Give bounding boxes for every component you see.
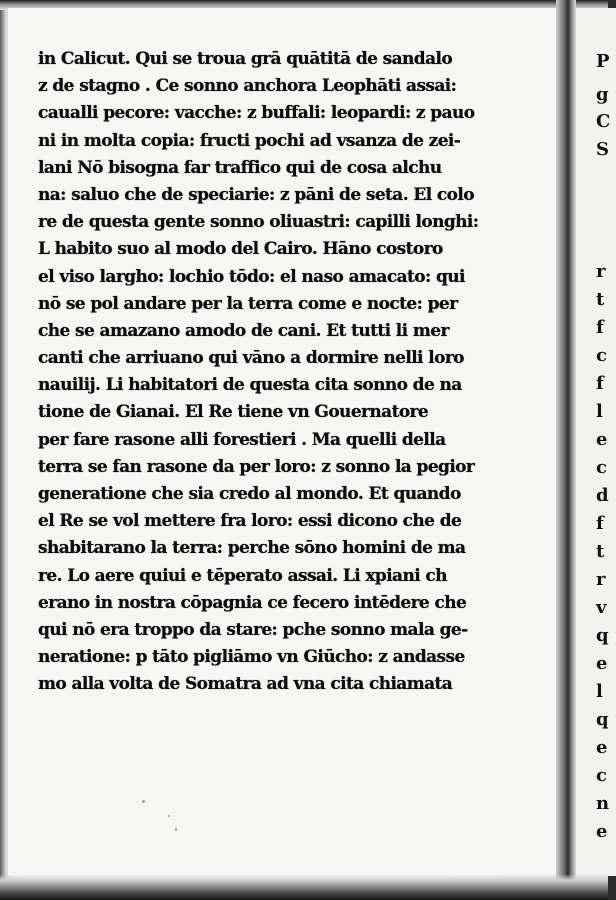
scan-bottom-edge (0, 874, 608, 900)
right-page-letter: S (596, 139, 609, 160)
text-line: canti che arriuano qui vāno a dormire nelli loro (38, 348, 464, 369)
text-line: shabitarano la terra: perche sōno homini de ma (38, 538, 466, 559)
right-page-text-fragments (596, 0, 616, 900)
right-page-letter: C (596, 111, 611, 132)
book-gutter (556, 0, 576, 900)
printed-text-block (38, 46, 538, 699)
right-page-letter: P (596, 51, 610, 72)
text-line: re de questa gente sonno oliuastri: capilli longhi: (38, 212, 479, 233)
right-page-letter: q (596, 625, 609, 646)
text-line: el Re se vol mettere fra loro: essi dicono che de (38, 511, 462, 532)
right-page-letter: t (596, 541, 605, 562)
right-page-letter: c (596, 457, 607, 478)
paper-speck (142, 800, 145, 803)
text-line: per fare rasone alli forestieri . Ma quelli della (38, 429, 446, 450)
text-line: in Calicut. Qui se troua grā quātitā de sandalo (38, 49, 453, 69)
text-line: nō se pol andare per la terra come e nocte: per (38, 293, 458, 314)
left-page (8, 8, 557, 876)
right-page-letter: n (596, 793, 610, 814)
text-line: generatione che sia credo al mondo. Et quando (38, 484, 461, 504)
text-line: el viso largho: lochio tōdo: el naso amacato: qui (38, 266, 465, 287)
right-page-letter: f (596, 513, 604, 534)
right-page-letter: e (596, 653, 608, 674)
right-page-letter: e (596, 821, 608, 842)
text-line: lani Nō bisogna far traffico qui de cosa alchu (38, 157, 442, 178)
text-line: re. Lo aere quiui e tēperato assai. Li xpiani ch (38, 565, 447, 586)
text-line: nauilij. Li habitatori de questa cita sonno de na (38, 375, 462, 396)
right-page-letter: f (596, 373, 604, 394)
paper-speck (175, 828, 177, 831)
right-page-letter: e (596, 737, 608, 758)
text-line: na: saluo che de speciarie: z pāni de seta. El colo (38, 184, 474, 205)
text-line: tione de Gianai. El Re tiene vn Gouernatore (38, 402, 429, 423)
right-page-letter: r (596, 569, 606, 590)
text-line: caualli pecore: vacche: z buffali: leopardi: z pauo (38, 103, 475, 124)
text-line: ni in molta copia: fructi pochi ad vsanza de zei- (38, 130, 461, 151)
text-line: erano in nostra cōpagnia ce fecero intēdere che (38, 592, 467, 613)
right-page-letter: l (596, 401, 603, 422)
right-page-letter: c (596, 765, 607, 786)
right-page-letter: t (596, 289, 605, 310)
text-line: neratione: p tāto pigliāmo vn Giūcho: z andasse (38, 647, 465, 668)
right-page-letter: c (596, 345, 607, 366)
paper-speck (168, 815, 170, 817)
right-page-letter: v (596, 597, 607, 618)
right-page-letter: r (596, 261, 606, 282)
text-line: mo alla volta de Somatra ad vna cita chiamata (38, 674, 453, 695)
right-page-letter: l (596, 681, 603, 702)
right-page-letter: g (596, 84, 609, 105)
right-page-letter: e (596, 429, 608, 450)
right-page-letter: d (596, 485, 609, 506)
right-page-letter: f (596, 317, 604, 338)
text-line: terra se fan rasone da per loro: z sonno la pegior (38, 456, 475, 477)
right-page-letter: q (596, 709, 609, 730)
text-line: qui nō era troppo da stare: pche sonno mala ge- (38, 619, 468, 640)
text-line: L habito suo al modo del Cairo. Hāno costoro (38, 239, 443, 260)
text-line: z de stagno . Ce sonno anchora Leophāti assai: (38, 76, 457, 97)
text-line: che se amazano amodo de cani. Et tutti li mer (38, 320, 449, 341)
